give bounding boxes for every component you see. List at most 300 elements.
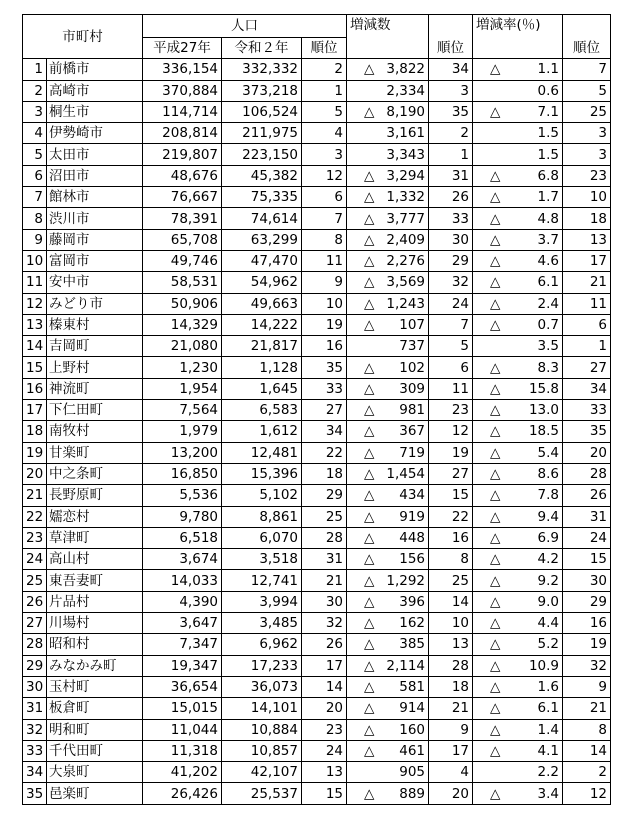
population-h27: 1,954 <box>143 378 222 399</box>
table-row <box>23 187 611 208</box>
change-value-sign: △ <box>364 615 375 632</box>
population-r2: 373,218 <box>222 80 302 101</box>
change-rank: 32 <box>429 272 473 293</box>
table-row <box>23 208 611 229</box>
rate-value <box>473 357 563 378</box>
population-r2: 63,299 <box>222 229 302 250</box>
change-value-sign: △ <box>364 529 375 546</box>
rate-rank: 27 <box>563 357 611 378</box>
population-r2: 6,070 <box>222 527 302 548</box>
header-rate-rank: 順位 <box>563 15 611 59</box>
change-value-number: 3,161 <box>386 125 426 142</box>
rate-value <box>473 229 563 250</box>
rate-value-number: 7.8 <box>537 487 560 504</box>
table-row <box>23 421 611 442</box>
population-r2: 332,332 <box>222 59 302 80</box>
row-number: 33 <box>23 740 47 761</box>
population-r2: 106,524 <box>222 101 302 122</box>
municipality-name: 藤岡市 <box>47 229 143 250</box>
municipality-name: 草津町 <box>47 527 143 548</box>
change-value <box>347 336 429 357</box>
population-h27: 65,708 <box>143 229 222 250</box>
population-h27: 15,015 <box>143 698 222 719</box>
population-r2: 21,817 <box>222 336 302 357</box>
change-value-sign: △ <box>364 104 375 121</box>
row-number: 30 <box>23 676 47 697</box>
row-number: 26 <box>23 591 47 612</box>
rate-value <box>473 336 563 357</box>
rate-value <box>473 527 563 548</box>
change-value-number: 102 <box>399 359 426 376</box>
table-row <box>23 591 611 612</box>
table-row <box>23 506 611 527</box>
population-rank: 31 <box>302 549 347 570</box>
rate-rank: 2 <box>563 762 611 783</box>
population-r2: 3,485 <box>222 613 302 634</box>
change-value <box>347 591 429 612</box>
change-value-number: 396 <box>399 593 426 610</box>
municipality-name: 川場村 <box>47 613 143 634</box>
rate-value-sign: △ <box>490 317 501 333</box>
header-population: 人口 <box>143 15 347 38</box>
change-value <box>347 165 429 186</box>
change-value-sign: △ <box>364 167 375 184</box>
population-h27: 219,807 <box>143 144 222 165</box>
population-r2: 6,962 <box>222 634 302 655</box>
population-rank: 9 <box>302 272 347 293</box>
table-row <box>23 527 611 548</box>
rate-value <box>473 123 563 144</box>
population-rank: 1 <box>302 80 347 101</box>
rate-value-number: 1.1 <box>537 61 560 78</box>
change-value-number: 914 <box>399 700 426 717</box>
change-rank: 3 <box>429 80 473 101</box>
rate-value <box>473 442 563 463</box>
rate-value-sign: △ <box>490 295 501 312</box>
rate-value <box>473 762 563 783</box>
population-r2: 25,537 <box>222 783 302 804</box>
table-row <box>23 336 611 357</box>
row-number: 25 <box>23 570 47 591</box>
population-rank: 16 <box>302 336 347 357</box>
municipality-name: 渋川市 <box>47 208 143 229</box>
change-value-sign: △ <box>364 593 375 610</box>
rate-value <box>473 783 563 804</box>
municipality-name: 千代田町 <box>47 740 143 761</box>
population-table <box>22 14 611 805</box>
rate-value-number: 1.7 <box>537 189 560 206</box>
table-row <box>23 570 611 591</box>
population-rank: 10 <box>302 293 347 314</box>
population-r2: 10,884 <box>222 719 302 740</box>
change-value-number: 3,294 <box>386 167 426 184</box>
rate-rank: 3 <box>563 144 611 165</box>
population-r2: 12,481 <box>222 442 302 463</box>
table-row <box>23 442 611 463</box>
rate-value-sign: △ <box>490 231 501 248</box>
municipality-name: 明和町 <box>47 719 143 740</box>
population-h27: 14,033 <box>143 570 222 591</box>
row-number: 1 <box>23 59 47 80</box>
rate-value <box>473 570 563 591</box>
header-rank: 順位 <box>302 38 347 59</box>
rate-value-number: 4.4 <box>537 615 560 632</box>
population-rank: 34 <box>302 421 347 442</box>
table-row <box>23 719 611 740</box>
table-row <box>23 123 611 144</box>
rate-value-sign: △ <box>490 508 501 525</box>
rate-value-sign: △ <box>490 253 501 270</box>
table-row <box>23 783 611 804</box>
change-value-number: 309 <box>399 380 426 397</box>
rate-value <box>473 655 563 676</box>
change-rank: 25 <box>429 570 473 591</box>
population-h27: 4,390 <box>143 591 222 612</box>
rate-rank: 21 <box>563 698 611 719</box>
population-h27: 26,426 <box>143 783 222 804</box>
population-h27: 7,564 <box>143 400 222 421</box>
municipality-name: 片品村 <box>47 591 143 612</box>
change-value <box>347 719 429 740</box>
table-row <box>23 655 611 676</box>
row-number: 8 <box>23 208 47 229</box>
population-rank: 5 <box>302 101 347 122</box>
change-value <box>347 762 429 783</box>
population-h27: 5,536 <box>143 485 222 506</box>
population-h27: 78,391 <box>143 208 222 229</box>
change-value-number: 919 <box>399 508 426 525</box>
row-number: 7 <box>23 187 47 208</box>
row-number: 5 <box>23 144 47 165</box>
change-rank: 1 <box>429 144 473 165</box>
population-h27: 14,329 <box>143 314 222 335</box>
change-value <box>347 400 429 421</box>
row-number: 17 <box>23 400 47 421</box>
rate-value <box>473 485 563 506</box>
table-row <box>23 698 611 719</box>
change-value-number: 889 <box>399 785 426 802</box>
table-row <box>23 485 611 506</box>
population-rank: 6 <box>302 187 347 208</box>
rate-rank: 24 <box>563 527 611 548</box>
table-row <box>23 549 611 570</box>
rate-value <box>473 208 563 229</box>
rate-value-sign: △ <box>490 487 501 504</box>
change-value <box>347 293 429 314</box>
change-value-number: 434 <box>399 487 426 504</box>
rate-value-number: 6.9 <box>537 529 560 546</box>
municipality-name: 館林市 <box>47 187 143 208</box>
change-value-number: 3,822 <box>386 61 426 78</box>
population-h27: 19,347 <box>143 655 222 676</box>
rate-value-sign: △ <box>490 572 501 589</box>
change-rank: 23 <box>429 400 473 421</box>
rate-value-number: 4.6 <box>537 253 560 270</box>
population-rank: 26 <box>302 634 347 655</box>
municipality-name: 中之条町 <box>47 463 143 484</box>
population-rank: 12 <box>302 165 347 186</box>
change-value-number: 3,569 <box>386 274 426 291</box>
change-value-sign: △ <box>364 402 375 419</box>
change-value-sign: △ <box>364 317 375 333</box>
rate-rank: 11 <box>563 293 611 314</box>
population-rank: 19 <box>302 314 347 335</box>
population-r2: 10,857 <box>222 740 302 761</box>
change-value <box>347 613 429 634</box>
population-rank: 33 <box>302 378 347 399</box>
population-rank: 15 <box>302 783 347 804</box>
municipality-name: 吉岡町 <box>47 336 143 357</box>
header-change-rank: 順位 <box>429 15 473 59</box>
rate-value <box>473 676 563 697</box>
table-row <box>23 80 611 101</box>
population-r2: 12,741 <box>222 570 302 591</box>
change-value <box>347 463 429 484</box>
change-value-sign: △ <box>364 508 375 525</box>
rate-value-number: 3.4 <box>537 785 560 802</box>
header-h27: 平成27年 <box>143 38 222 59</box>
population-h27: 9,780 <box>143 506 222 527</box>
change-value <box>347 506 429 527</box>
rate-rank: 20 <box>563 442 611 463</box>
table-row <box>23 229 611 250</box>
population-r2: 17,233 <box>222 655 302 676</box>
change-value-number: 905 <box>399 764 426 781</box>
row-number: 24 <box>23 549 47 570</box>
change-value-sign: △ <box>364 551 375 568</box>
population-rank: 35 <box>302 357 347 378</box>
rate-value-number: 2.2 <box>537 764 560 781</box>
table-row <box>23 250 611 271</box>
rate-value-sign: △ <box>490 380 501 397</box>
population-r2: 49,663 <box>222 293 302 314</box>
change-value-number: 461 <box>399 742 426 759</box>
change-value <box>347 378 429 399</box>
change-value-number: 162 <box>399 615 426 632</box>
table-row <box>23 676 611 697</box>
population-h27: 21,080 <box>143 336 222 357</box>
change-value-number: 2,276 <box>386 253 426 270</box>
change-value-sign: △ <box>364 380 375 397</box>
change-value-number: 1,332 <box>386 189 426 206</box>
rate-value-sign: △ <box>490 466 501 483</box>
change-value <box>347 250 429 271</box>
rate-value-number: 1.4 <box>537 721 560 738</box>
population-rank: 2 <box>302 59 347 80</box>
rate-value-sign: △ <box>490 210 501 227</box>
change-rank: 4 <box>429 762 473 783</box>
population-h27: 36,654 <box>143 676 222 697</box>
rate-value-number: 8.3 <box>537 359 560 376</box>
change-value-sign: △ <box>364 466 375 483</box>
municipality-name: 大泉町 <box>47 762 143 783</box>
table-row <box>23 740 611 761</box>
rate-value-sign: △ <box>490 551 501 568</box>
population-rank: 28 <box>302 527 347 548</box>
rate-value-number: 4.2 <box>537 551 560 568</box>
rate-value-sign: △ <box>490 359 501 376</box>
rate-value <box>473 463 563 484</box>
row-number: 34 <box>23 762 47 783</box>
rate-value-sign: △ <box>490 742 501 759</box>
rate-value-sign: △ <box>490 615 501 632</box>
row-number: 21 <box>23 485 47 506</box>
row-number: 19 <box>23 442 47 463</box>
change-value-number: 3,777 <box>386 210 426 227</box>
population-rank: 14 <box>302 676 347 697</box>
rate-value-number: 8.6 <box>537 466 560 483</box>
population-h27: 1,979 <box>143 421 222 442</box>
population-rank: 27 <box>302 400 347 421</box>
rate-value <box>473 719 563 740</box>
change-rank: 22 <box>429 506 473 527</box>
municipality-name: 板倉町 <box>47 698 143 719</box>
change-rank: 28 <box>429 655 473 676</box>
row-number: 2 <box>23 80 47 101</box>
change-value-number: 737 <box>399 338 426 355</box>
change-value-sign: △ <box>364 700 375 717</box>
change-value-number: 448 <box>399 529 426 546</box>
rate-value-number: 6.1 <box>537 700 560 717</box>
change-value-sign: △ <box>364 253 375 270</box>
change-rank: 20 <box>429 783 473 804</box>
rate-value-sign: △ <box>490 104 501 121</box>
rate-value <box>473 101 563 122</box>
rate-rank: 25 <box>563 101 611 122</box>
population-h27: 76,667 <box>143 187 222 208</box>
rate-value <box>473 165 563 186</box>
population-h27: 3,647 <box>143 613 222 634</box>
change-value <box>347 570 429 591</box>
population-rank: 3 <box>302 144 347 165</box>
rate-rank: 34 <box>563 378 611 399</box>
rate-rank: 18 <box>563 208 611 229</box>
rate-value-sign: △ <box>490 189 501 206</box>
change-value-number: 385 <box>399 636 426 653</box>
population-rank: 4 <box>302 123 347 144</box>
population-r2: 211,975 <box>222 123 302 144</box>
municipality-name: 高崎市 <box>47 80 143 101</box>
rate-value-sign: △ <box>490 721 501 738</box>
municipality-name: 沼田市 <box>47 165 143 186</box>
change-value-number: 107 <box>399 317 426 333</box>
change-value <box>347 101 429 122</box>
rate-value-number: 5.4 <box>537 444 560 461</box>
change-value <box>347 314 429 335</box>
rate-rank: 23 <box>563 165 611 186</box>
population-rank: 29 <box>302 485 347 506</box>
change-rank: 8 <box>429 549 473 570</box>
change-rank: 9 <box>429 719 473 740</box>
population-rank: 22 <box>302 442 347 463</box>
change-rank: 30 <box>429 229 473 250</box>
row-number: 18 <box>23 421 47 442</box>
population-h27: 336,154 <box>143 59 222 80</box>
rate-rank: 21 <box>563 272 611 293</box>
row-number: 28 <box>23 634 47 655</box>
row-number: 9 <box>23 229 47 250</box>
change-value-sign: △ <box>364 721 375 738</box>
change-value <box>347 634 429 655</box>
municipality-name: 神流町 <box>47 378 143 399</box>
population-r2: 74,614 <box>222 208 302 229</box>
change-value-sign: △ <box>364 210 375 227</box>
rate-value-number: 10.9 <box>528 657 560 674</box>
change-value-sign: △ <box>364 359 375 376</box>
change-value-number: 981 <box>399 402 426 419</box>
row-number: 12 <box>23 293 47 314</box>
row-number: 20 <box>23 463 47 484</box>
change-value-number: 1,292 <box>386 572 426 589</box>
change-rank: 7 <box>429 314 473 335</box>
rate-value-sign: △ <box>490 529 501 546</box>
change-value-number: 160 <box>399 721 426 738</box>
municipality-name: 玉村町 <box>47 676 143 697</box>
rate-rank: 8 <box>563 719 611 740</box>
change-value <box>347 187 429 208</box>
rate-value-sign: △ <box>490 274 501 291</box>
table-row <box>23 165 611 186</box>
row-number: 6 <box>23 165 47 186</box>
population-r2: 223,150 <box>222 144 302 165</box>
table-row <box>23 400 611 421</box>
population-r2: 45,382 <box>222 165 302 186</box>
population-rank: 17 <box>302 655 347 676</box>
municipality-name: 安中市 <box>47 272 143 293</box>
population-r2: 6,583 <box>222 400 302 421</box>
table-row <box>23 144 611 165</box>
rate-value <box>473 549 563 570</box>
rate-value-number: 9.4 <box>537 508 560 525</box>
rate-value-sign: △ <box>490 636 501 653</box>
population-h27: 6,518 <box>143 527 222 548</box>
municipality-name: みなかみ町 <box>47 655 143 676</box>
rate-value <box>473 144 563 165</box>
municipality-name: 上野村 <box>47 357 143 378</box>
change-value-sign: △ <box>364 274 375 291</box>
change-value <box>347 442 429 463</box>
rate-value <box>473 272 563 293</box>
rate-rank: 31 <box>563 506 611 527</box>
rate-rank: 13 <box>563 229 611 250</box>
municipality-name: 昭和村 <box>47 634 143 655</box>
change-value <box>347 421 429 442</box>
municipality-name: 甘楽町 <box>47 442 143 463</box>
change-value-sign: △ <box>364 487 375 504</box>
rate-value-number: 9.0 <box>537 593 560 610</box>
change-value <box>347 527 429 548</box>
rate-value-number: 4.1 <box>537 742 560 759</box>
change-value-number: 1,454 <box>386 466 426 483</box>
change-value-number: 1,243 <box>386 295 426 312</box>
table-row <box>23 59 611 80</box>
rate-value <box>473 250 563 271</box>
change-rank: 11 <box>429 378 473 399</box>
change-value <box>347 208 429 229</box>
rate-rank: 35 <box>563 421 611 442</box>
change-value-sign: △ <box>364 679 375 696</box>
population-h27: 208,814 <box>143 123 222 144</box>
rate-value-sign: △ <box>490 444 501 461</box>
change-rank: 35 <box>429 101 473 122</box>
municipality-name: 伊勢崎市 <box>47 123 143 144</box>
municipality-name: みどり市 <box>47 293 143 314</box>
change-value <box>347 80 429 101</box>
change-rank: 34 <box>429 59 473 80</box>
population-h27: 58,531 <box>143 272 222 293</box>
change-value-sign: △ <box>364 636 375 653</box>
change-value-sign: △ <box>364 61 375 78</box>
